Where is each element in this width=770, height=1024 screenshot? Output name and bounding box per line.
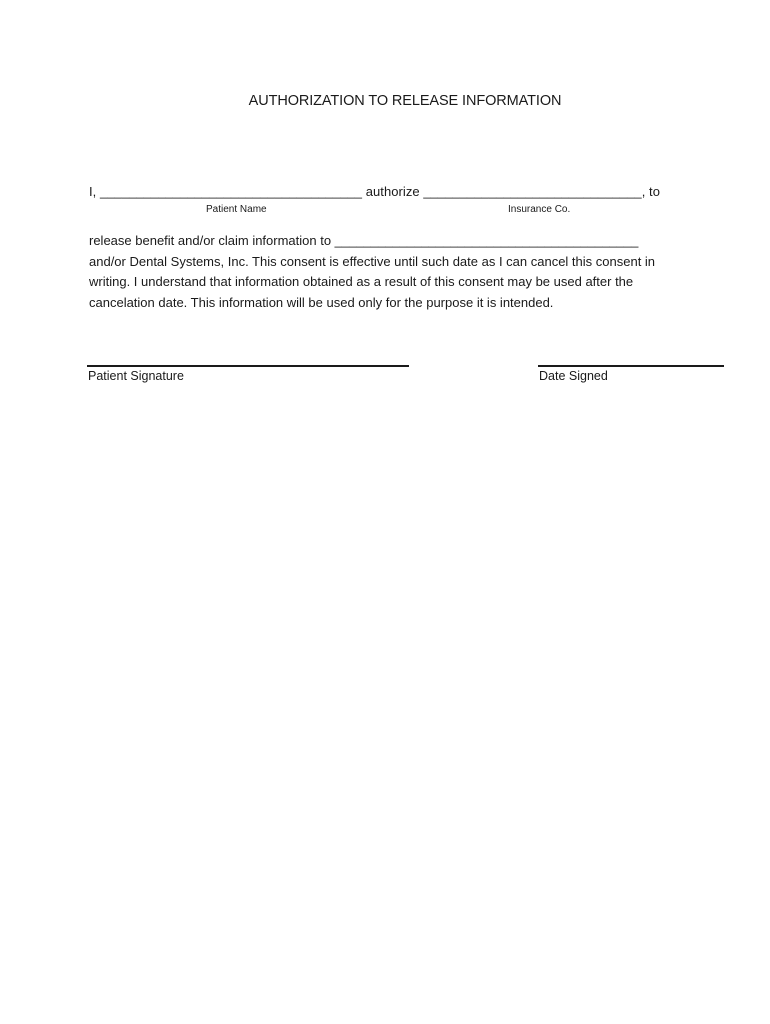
date-signed-line	[538, 365, 724, 367]
paragraph-line-4: cancelation date. This information will be used only for the purpose it is intended.	[89, 294, 554, 310]
paragraph-line-2: and/or Dental Systems, Inc. This consent is effective until such date as I can cancel this consent in	[89, 253, 656, 269]
date-signed-label: Date Signed	[539, 369, 608, 383]
patient-name-caption: Patient Name	[206, 204, 267, 215]
paragraph-line-3: writing. I understand that information obtained as a result of this consent may be used after the	[89, 274, 634, 289]
patient-signature-label: Patient Signature	[88, 369, 184, 383]
consent-paragraph	[89, 231, 709, 313]
paragraph-line-1: release benefit and/or claim information to __________________________________________	[89, 233, 639, 248]
page-title: AUTHORIZATION TO RELEASE INFORMATION	[248, 93, 562, 109]
authorization-line: I, ____________________________________ authorize ______________________________, to	[89, 184, 660, 199]
patient-signature-line	[87, 365, 409, 367]
insurance-co-caption: Insurance Co.	[508, 204, 571, 215]
